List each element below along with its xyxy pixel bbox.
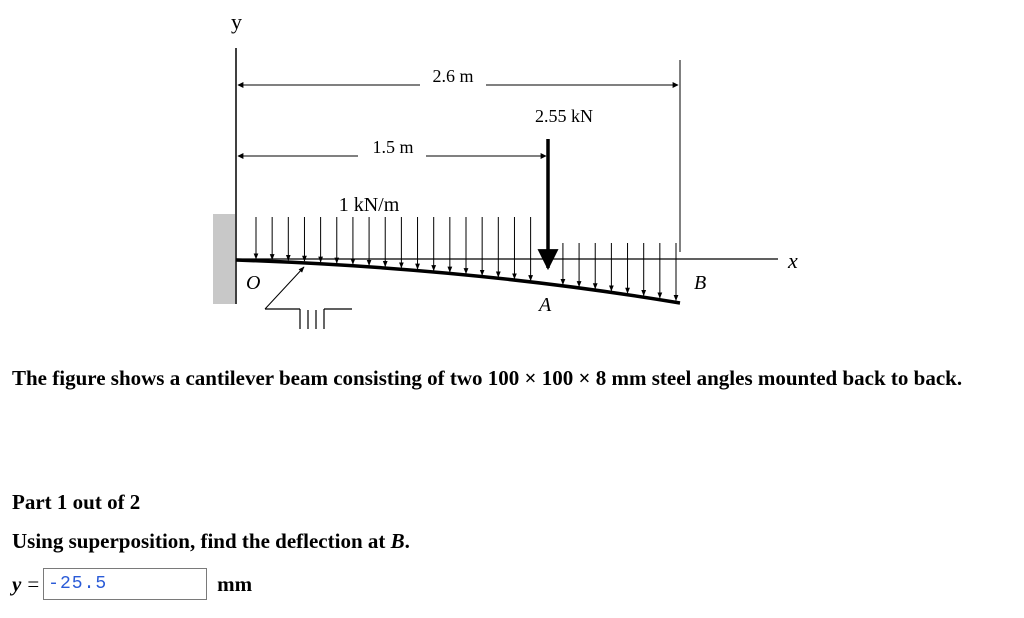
answer-row [12, 566, 252, 602]
part-title: Part 1 out of 2 [12, 490, 141, 514]
statement-dims: 100 × 100 × 8 mm [487, 366, 647, 390]
answer-equals: = [27, 571, 40, 596]
statement-prefix: The figure shows a cantilever beam consisting of two [12, 366, 488, 390]
question-text: Using superposition, find the deflection at [12, 529, 391, 553]
statement-suffix: steel angles mounted back to back. [646, 366, 963, 390]
section-pointer-arrow [265, 267, 304, 309]
point-a-label: A [539, 294, 552, 316]
dim-partial-label: 1.5 m [372, 137, 414, 157]
origin-label: O [246, 272, 261, 294]
deflected-beam [236, 260, 680, 303]
point-load-label: 2.55 kN [535, 106, 593, 126]
dim-total-label: 2.6 m [432, 66, 474, 86]
point-b-label: B [694, 272, 707, 294]
fixed-wall [213, 214, 235, 304]
y-axis-label: y [231, 9, 242, 34]
problem-statement [12, 360, 1017, 396]
question [12, 529, 410, 554]
question-var: B [390, 529, 405, 553]
answer-unit: mm [217, 571, 253, 596]
answer-variable: y [12, 571, 22, 596]
question-end: . [404, 529, 410, 553]
angle-section-icon-inner [308, 310, 316, 329]
deflection-answer-input[interactable] [43, 568, 207, 600]
x-axis-label: x [788, 248, 798, 273]
distributed-load-label: 1 kN/m [338, 194, 400, 216]
